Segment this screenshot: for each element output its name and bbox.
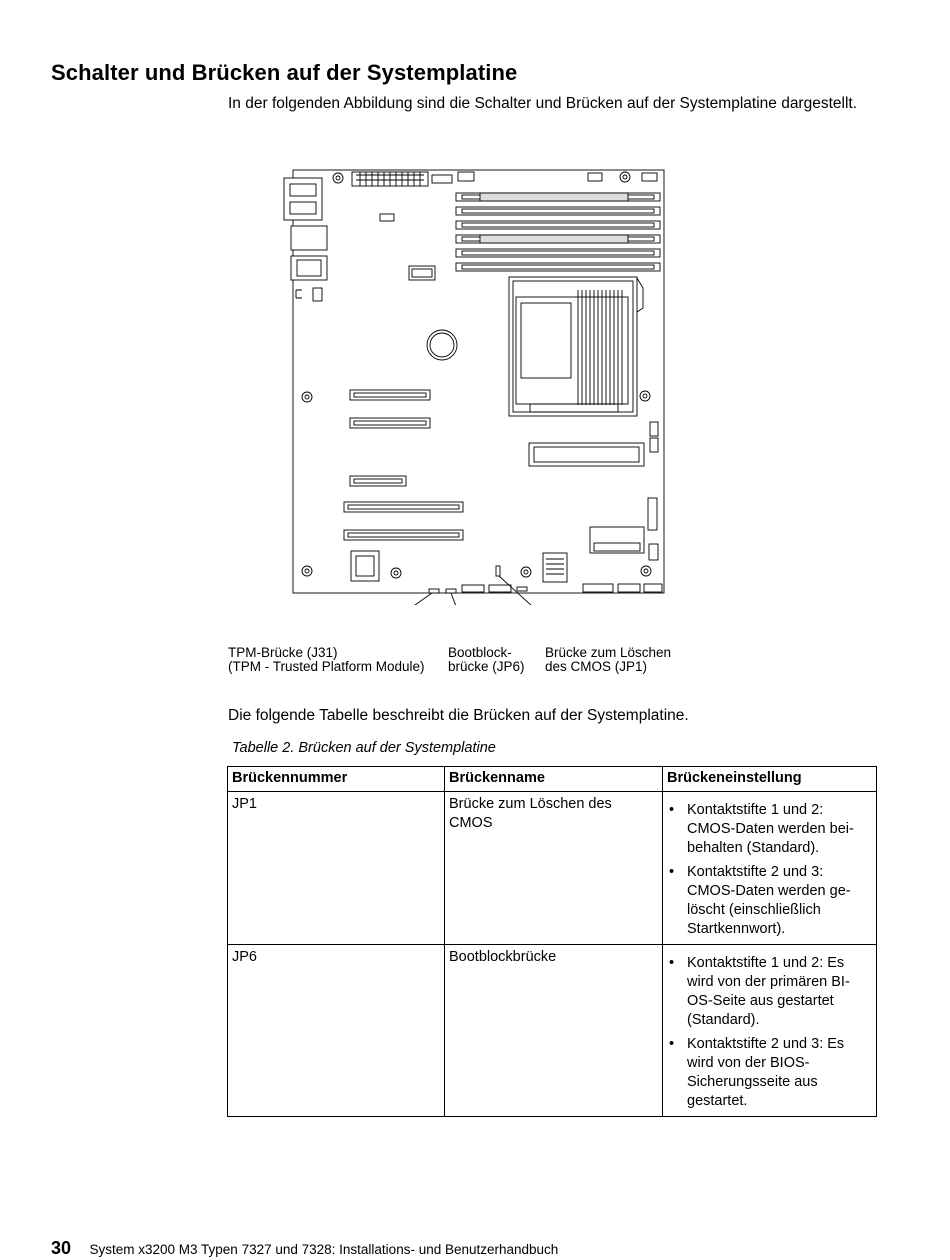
- tpm-callout-line2: (TPM - Trusted Platform Module): [228, 659, 425, 674]
- bootblock-leader-line: [451, 593, 471, 605]
- rear-io-connector: [291, 226, 327, 250]
- system-board-diagram: [276, 160, 686, 605]
- column-header: Brückeneinstellung: [663, 767, 877, 792]
- setting-list: [667, 801, 872, 939]
- tpm-leader-line: [343, 593, 432, 605]
- jumper-number-cell: JP6: [228, 945, 445, 1117]
- bootblock-jumper-callout: [448, 646, 525, 674]
- column-header: Brückenname: [445, 767, 663, 792]
- tpm-callout-line1: TPM-Brücke (J31): [228, 645, 338, 660]
- footer-text: System x3200 M3 Typen 7327 und 7328: Installations- und Benutzerhandbuch: [89, 1242, 559, 1257]
- intro-paragraph: In der folgenden Abbildung sind die Schalter und Brücken auf der Systemplatine dargestellt.: [228, 95, 858, 112]
- jumper-name-cell: Bootblockbrücke: [445, 945, 663, 1117]
- setting-item: • Kontaktstifte 2 und 3: Es wird von der BIOS-Sicherungsseite aus gestartet.: [687, 1035, 872, 1111]
- tpm-jumper-j31: [429, 589, 439, 593]
- setting-item: • Kontaktstifte 1 und 2: Es wird von der primären BI-OS-Seite aus gestartet (Standard).: [687, 954, 872, 1030]
- cmos-callout-line2: des CMOS (JP1): [545, 659, 648, 674]
- column-header: Brückennummer: [228, 767, 445, 792]
- jumper-table: [227, 766, 877, 1117]
- page-number: 30: [51, 1238, 72, 1258]
- page-footer: [51, 1238, 558, 1259]
- setting-item: • Kontaktstifte 1 und 2: CMOS-Daten werden bei-behalten (Standard).: [687, 801, 872, 858]
- jumper-setting-cell: [663, 792, 877, 945]
- cmos-callout-line1: Brücke zum Löschen: [545, 645, 672, 660]
- setting-list: [667, 954, 872, 1111]
- jumper-setting-cell: [663, 945, 877, 1117]
- board-outline: [293, 170, 664, 593]
- tpm-jumper-callout: [228, 646, 425, 674]
- table-row: [228, 792, 877, 945]
- boot-callout-line1: Bootblock-: [448, 645, 512, 660]
- table-intro-paragraph: Die folgende Tabelle beschreibt die Brücken auf der Systemplatine.: [228, 707, 689, 724]
- boot-callout-line2: brücke (JP6): [448, 659, 525, 674]
- cmos-jumper-callout: [545, 646, 671, 674]
- jumper-name-cell: Brücke zum Löschen des CMOS: [445, 792, 663, 945]
- table-caption: Tabelle 2. Brücken auf der Systemplatine: [232, 740, 496, 756]
- page-heading: Schalter und Brücken auf der Systemplatine: [51, 60, 518, 85]
- cmos-jumper-jp1: [496, 566, 500, 576]
- table-header-row: [228, 767, 877, 792]
- bootblock-jumper-jp6: [446, 589, 456, 593]
- table-row: [228, 945, 877, 1117]
- jumper-number-cell: JP1: [228, 792, 445, 945]
- setting-item: • Kontaktstifte 2 und 3: CMOS-Daten werden ge-löscht (einschließlich Startkennwort).: [687, 863, 872, 939]
